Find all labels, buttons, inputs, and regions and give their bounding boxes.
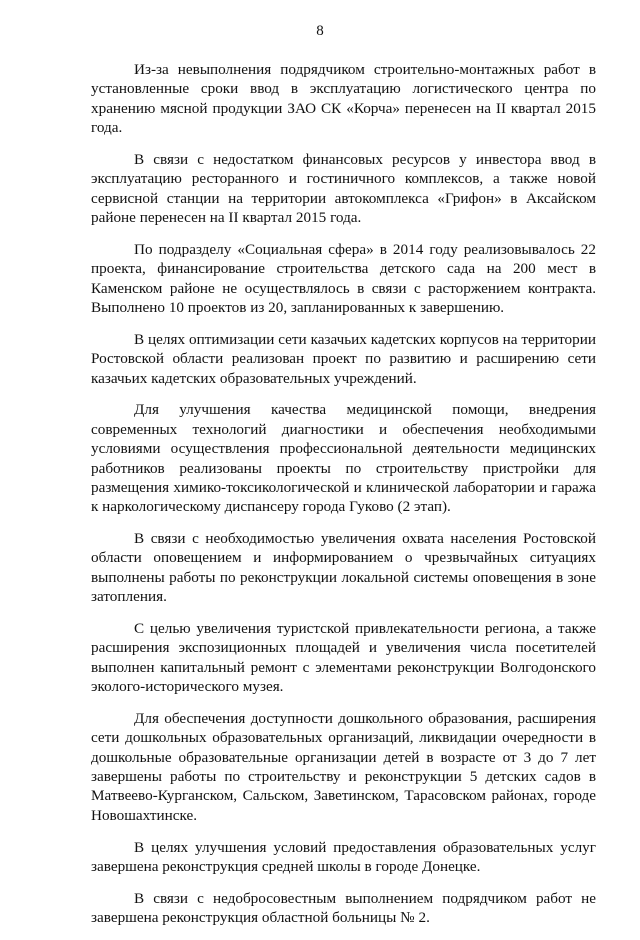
paragraph-warning-system: В связи с необходимостью увеличения охвата населения Ростовской области оповещением и информированием о чрезвычайных ситуациях выполнены работы по реконструкции локальной системы оповещения в зоне затопления.	[91, 530, 596, 606]
page-number: 8	[316, 23, 324, 39]
paragraph-logistics-center: Из-за невыполнения подрядчиком строительно-монтажных работ в установленные сроки ввод в эксплуатацию логистического центра по хранению мясной продукции ЗАО СК «Корча» перенесен на II квартал 2015 года.	[91, 61, 596, 137]
paragraph-medical-care: Для улучшения качества медицинской помощи, внедрения современных технологий диагностики и обеспечения необходимыми условиями осуществления профессиональной деятельности медицинских работников реализованы проекты по строительству пристройки для размещения химико-токсикологической и клинической лаборатории и гаража к наркологическому диспансеру города Гуково (2 этап).	[91, 401, 596, 516]
paragraph-hospital: В связи с недобросовестным выполнением подрядчиком работ не завершена реконструкция областной больницы № 2.	[91, 889, 596, 927]
paragraph-griffon-complex: В связи с недостатком финансовых ресурсов у инвестора ввод в эксплуатацию ресторанного и гостиничного комплексов, а также новой сервисной станции на территории автокомплекса «Грифон» в Аксайском районе перенесен на II квартал 2015 года.	[91, 150, 596, 227]
paragraph-kindergartens: Для обеспечения доступности дошкольного образования, расширения сети дошкольных образовательных организаций, ликвидации очередности в дошкольные образовательные организации детей в возрасте от 3 до 7 лет завершены работы по строительству и реконструкции 5 детских садов в Матвеево-Курганском, Сальском, Заветинском, Тарасовском районах, городе Новошахтинске.	[91, 709, 596, 824]
paragraph-museum: С целью увеличения туристской привлекательности региона, а также расширения экспозиционных площадей и увеличения числа посетителей выполнен капитальный ремонт с элементами реконструкции Волгодонского эколого-исторического музея.	[91, 619, 596, 696]
document-body	[91, 60, 596, 940]
paragraph-social-sphere: По подразделу «Социальная сфера» в 2014 году реализовывалось 22 проекта, финансирование строительства детского сада на 200 мест в Каменском районе не осуществлялось в связи с расторжением контракта. Выполнено 10 проектов из 20, запланированных к завершению.	[91, 240, 596, 317]
paragraph-cadet-corps: В целях оптимизации сети казачьих кадетских корпусов на территории Ростовской области реализован проект по развитию и расширению сети казачьих кадетских образовательных учреждений.	[91, 330, 596, 387]
paragraph-school: В целях улучшения условий предоставления образовательных услуг завершена реконструкция средней школы в городе Донецке.	[91, 838, 596, 875]
